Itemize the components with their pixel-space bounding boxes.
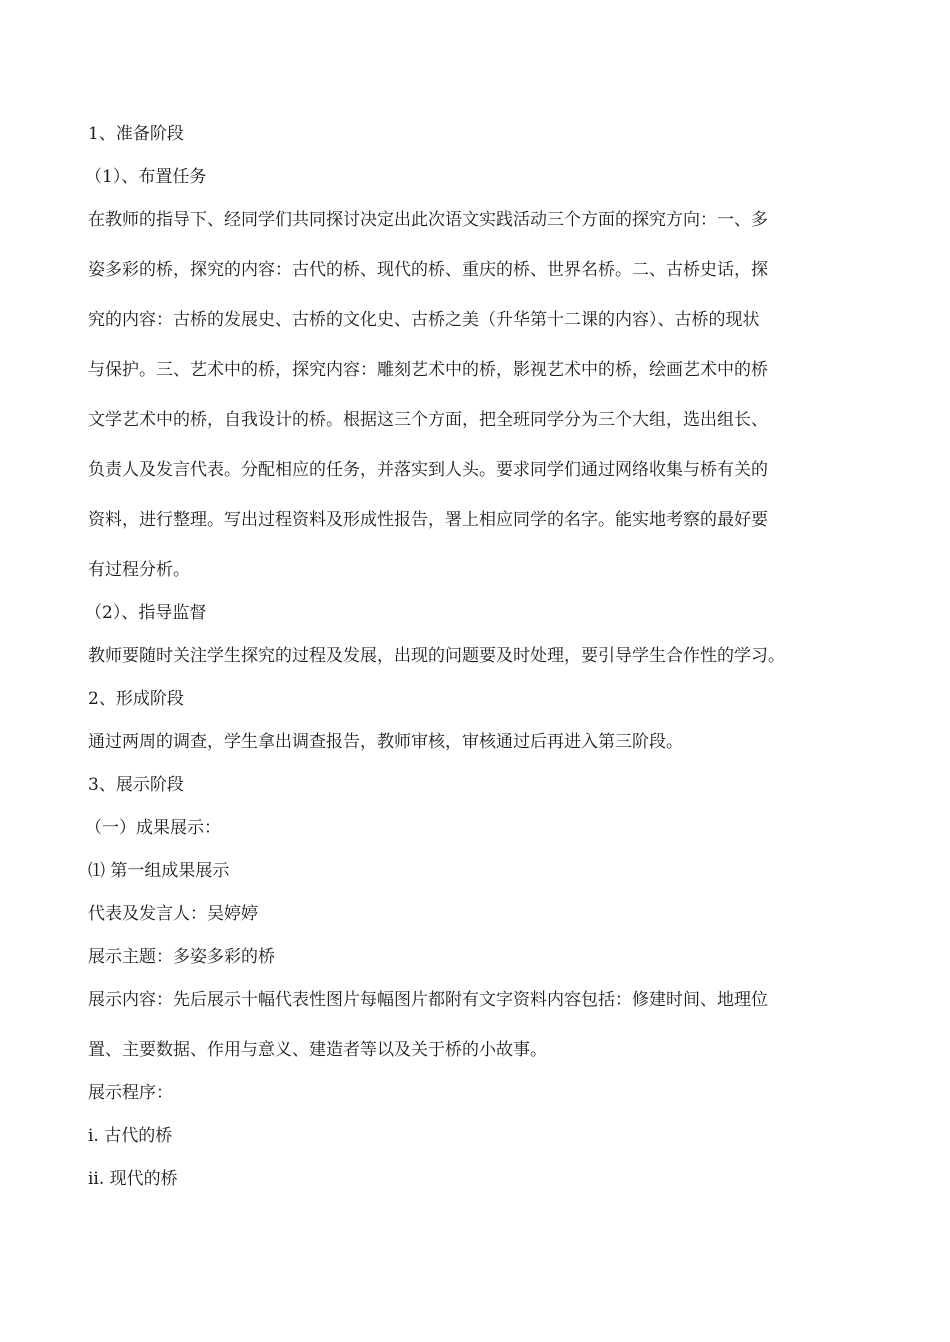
- paragraph-line: 负责人及发言代表。分配相应的任务，并落实到人头。要求同学们通过网络收集与桥有关的: [88, 460, 768, 480]
- paragraph-line: 资料，进行整理。写出过程资料及形成性报告，署上相应同学的名字。能实地考察的最好要: [88, 510, 768, 530]
- group-one-title: ⑴ 第一组成果展示: [88, 861, 230, 881]
- document-body: [85, 120, 868, 1208]
- list-item-modern-bridges: ii. 现代的桥: [88, 1169, 178, 1189]
- paragraph-forming: 通过两周的调查，学生拿出调查报告，教师审核，审核通过后再进入第三阶段。: [88, 732, 683, 752]
- paragraph-line: 有过程分析。: [88, 560, 190, 580]
- paragraph-line: 文学艺术中的桥，自我设计的桥。根据这三个方面，把全班同学分为三个大组，选出组长、: [88, 410, 768, 430]
- subheading-results: （一）成果展示：: [85, 818, 221, 838]
- paragraph-line: 展示内容：先后展示十幅代表性图片每幅图片都附有文字资料内容包括：修建时间、地理位: [88, 990, 768, 1010]
- paragraph-line: 姿多彩的桥，探究的内容：古代的桥、现代的桥、重庆的桥、世界名桥。二、古桥史话，探: [88, 260, 768, 280]
- representative: 代表及发言人：吴婷婷: [88, 904, 258, 924]
- heading-display-stage: 3、展示阶段: [88, 775, 184, 795]
- paragraph-line: 在教师的指导下、经同学们共同探讨决定出此次语文实践活动三个方面的探究方向：一、多: [88, 210, 768, 230]
- paragraph-task-description: [88, 206, 868, 585]
- display-theme: 展示主题：多姿多彩的桥: [88, 947, 275, 967]
- list-item-ancient-bridges: i. 古代的桥: [88, 1126, 173, 1146]
- paragraph-line: 置、主要数据、作用与意义、建造者等以及关于桥的小故事。: [88, 1040, 547, 1060]
- paragraph-guidance: 教师要随时关注学生探究的过程及发展，出现的问题要及时处理，要引导学生合作性的学习。: [88, 646, 785, 666]
- subheading-assign-task: （1）、布置任务: [85, 167, 207, 187]
- subheading-guidance: （2）、指导监督: [85, 603, 207, 623]
- heading-forming-stage: 2、形成阶段: [88, 689, 184, 709]
- paragraph-display-content: [88, 986, 868, 1065]
- paragraph-line: 与保护。三、艺术中的桥，探究内容：雕刻艺术中的桥，影视艺术中的桥，绘画艺术中的桥: [88, 360, 768, 380]
- paragraph-line: 究的内容：古桥的发展史、古桥的文化史、古桥之美（升华第十二课的内容）、古桥的现状: [88, 310, 760, 330]
- heading-prep-stage: 1、准备阶段: [88, 124, 184, 144]
- display-order: 展示程序：: [88, 1083, 173, 1103]
